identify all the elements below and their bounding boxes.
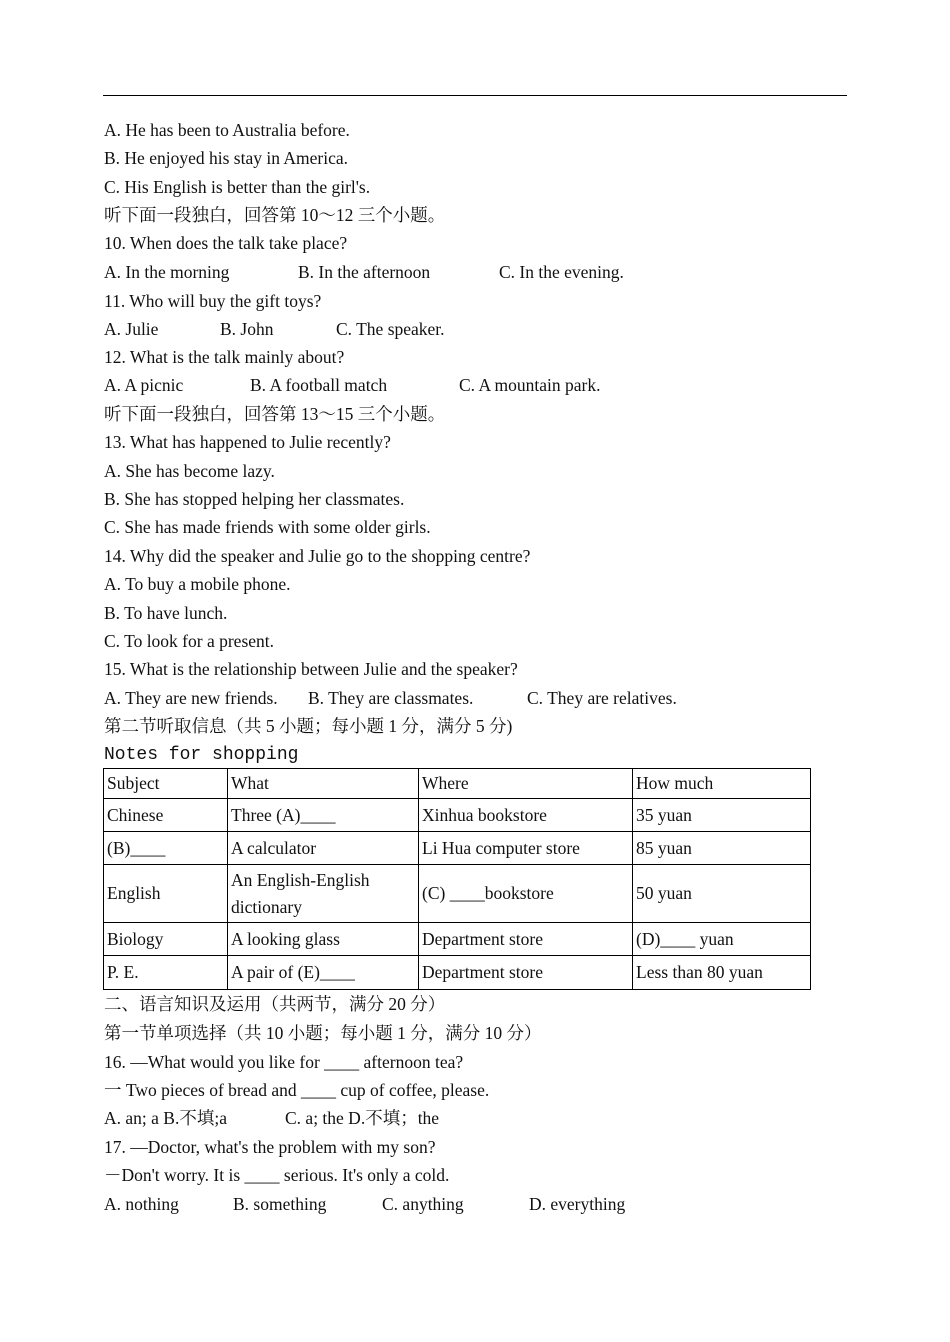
q10-stem: 10. When does the talk take place? (104, 233, 348, 253)
q12-option-c: C. A mountain park. (459, 375, 601, 395)
table-cell: English (104, 865, 228, 923)
q11-stem: 11. Who will buy the gift toys? (104, 291, 322, 311)
part2-section1-heading: 第一节单项选择（共 10 小题；每小题 1 分，满分 10 分） (104, 1023, 542, 1043)
table-row (104, 832, 811, 865)
table-cell: 50 yuan (633, 865, 811, 923)
q10-option-c: C. In the evening. (499, 262, 624, 282)
q11-option-b: B. John (220, 319, 274, 339)
q16-stem: 16. —What would you like for ____ afternoon tea? (104, 1052, 464, 1072)
q14-option-b: B. To have lunch. (104, 603, 228, 623)
q15-option-c: C. They are relatives. (527, 688, 677, 708)
q12-stem: 12. What is the talk mainly about? (104, 347, 345, 367)
q17-option-b: B. something (233, 1194, 327, 1214)
notes-title: Notes for shopping (104, 745, 299, 765)
table-row (104, 799, 811, 832)
q11-options (104, 318, 445, 340)
q17-option-c: C. anything (382, 1194, 464, 1214)
q17-option-a: A. nothing (104, 1194, 179, 1214)
q14-option-c: C. To look for a present. (104, 631, 275, 651)
q13-option-c: C. She has made friends with some older girls. (104, 517, 431, 537)
header-how-much: How much (633, 769, 811, 799)
q16-line2: 一 Two pieces of bread and ____ cup of coffee, please. (104, 1080, 490, 1100)
section2-heading: 第二节听取信息（共 5 小题；每小题 1 分，满分 5 分) (104, 716, 513, 736)
q11-option-c: C. The speaker. (336, 319, 445, 339)
q17-line2: －Don't worry. It is ____ serious. It's only a cold. (104, 1165, 450, 1185)
table-cell: A calculator (228, 832, 419, 865)
q16-option-cd: C. a; the D.不填；the (285, 1108, 440, 1128)
q10-options (104, 261, 624, 283)
q13-stem: 13. What has happened to Julie recently? (104, 432, 391, 452)
monologue1-intro: 听下面一段独白，回答第 10～12 三个小题。 (104, 205, 446, 225)
q17-option-d: D. everything (529, 1194, 626, 1214)
q10-option-a: A. In the morning (104, 262, 230, 282)
table-cell: Biology (104, 923, 228, 956)
q17-options (104, 1193, 625, 1215)
q15-options (104, 687, 677, 709)
table-cell: Three (A)____ (228, 799, 419, 832)
header-rule (103, 95, 847, 96)
header-what: What (228, 769, 419, 799)
q14-option-a: A. To buy a mobile phone. (104, 574, 291, 594)
q12-options (104, 374, 600, 396)
table-cell: A pair of (E)____ (228, 956, 419, 990)
q12-option-a: A. A picnic (104, 375, 184, 395)
table-cell: 85 yuan (633, 832, 811, 865)
table-row (104, 923, 811, 956)
q13-option-b: B. She has stopped helping her classmates. (104, 489, 405, 509)
header-where: Where (419, 769, 633, 799)
table-cell: Xinhua bookstore (419, 799, 633, 832)
q15-option-a: A. They are new friends. (104, 688, 278, 708)
q10-option-b: B. In the afternoon (298, 262, 431, 282)
table-cell: 35 yuan (633, 799, 811, 832)
notes-table (103, 768, 811, 990)
q11-option-a: A. Julie (104, 319, 159, 339)
table-cell: Less than 80 yuan (633, 956, 811, 990)
q13-option-a: A. She has become lazy. (104, 461, 275, 481)
table-cell: (B)____ (104, 832, 228, 865)
table-header-row (104, 769, 811, 799)
q9-option-b: B. He enjoyed his stay in America. (104, 148, 348, 168)
q16-options (104, 1107, 439, 1129)
table-cell: Department store (419, 923, 633, 956)
table-cell: P. E. (104, 956, 228, 990)
q9-option-c: C. His English is better than the girl's. (104, 177, 371, 197)
table-cell: Li Hua computer store (419, 832, 633, 865)
table-cell: Chinese (104, 799, 228, 832)
header-subject: Subject (104, 769, 228, 799)
q15-option-b: B. They are classmates. (308, 688, 474, 708)
table-row (104, 865, 811, 923)
table-cell: (C) ____bookstore (419, 865, 633, 923)
q14-stem: 14. Why did the speaker and Julie go to the shopping centre? (104, 546, 531, 566)
q17-stem: 17. ―Doctor, what's the problem with my son? (104, 1137, 436, 1157)
table-cell: (D)____ yuan (633, 923, 811, 956)
q9-option-a: A. He has been to Australia before. (104, 120, 350, 140)
part2-heading: 二、语言知识及运用（共两节，满分 20 分） (104, 994, 446, 1014)
table-cell: An English-English dictionary (228, 865, 419, 923)
table-cell: Department store (419, 956, 633, 990)
monologue2-intro: 听下面一段独白，回答第 13～15 三个小题。 (104, 404, 446, 424)
table-cell: A looking glass (228, 923, 419, 956)
q15-stem: 15. What is the relationship between Julie and the speaker? (104, 659, 518, 679)
q16-option-ab: A. an; a B.不填;a (104, 1108, 227, 1128)
q12-option-b: B. A football match (250, 375, 388, 395)
table-row (104, 956, 811, 990)
